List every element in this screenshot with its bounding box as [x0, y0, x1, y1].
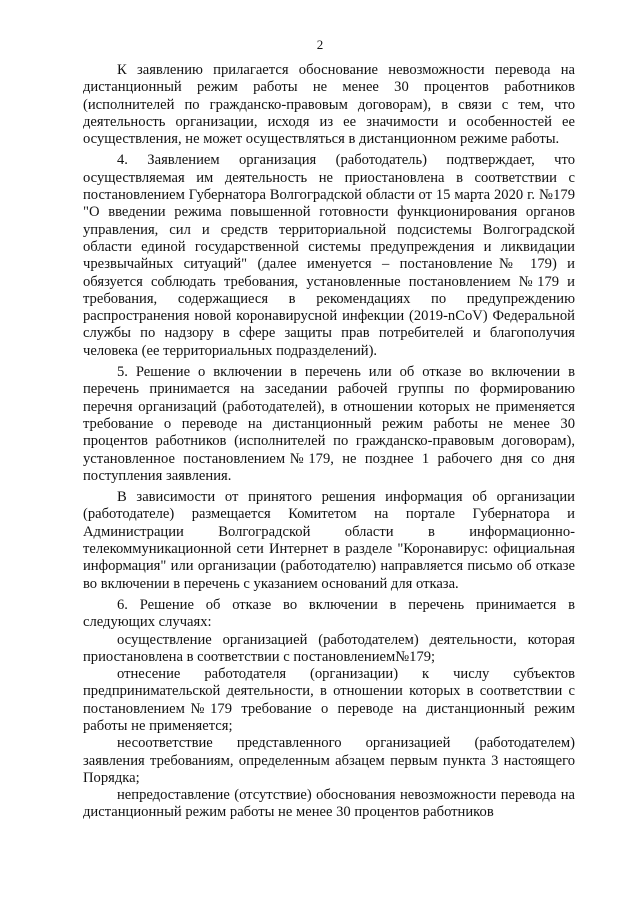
list-item-refusal-reason-1: осуществление организацией (работодателем) деятельности, которая приостановлена в соответствии с постановлением№179; [83, 631, 575, 665]
list-item-refusal-reason-2: отнесение работодателя (организации) к числу субъектов предпринимательской деятельности, в отношении которых в соответствии с постановлением№179 требование о переводе на дистанционный режим работы не применяется; [83, 666, 575, 734]
paragraph-justification-attachment: К заявлению прилагается обоснование невозможности перевода на дистанционный режим работы не менее 30 процентов работников (исполнителей по гражданско-правовым договорам), в связи с тем, что деятельность организации, исходя из ее значимости и особенностей ее осуществления, не может осуществляться в дистанционном режиме работы. [83, 62, 575, 148]
list-item-refusal-reason-4: непредоставление (отсутствие) обоснования невозможности перевода на дистанционный режим работы не менее 30 процентов работников [83, 787, 575, 821]
list-item-refusal-reason-3: несоответствие представленного организацией (работодателем) заявления требованиям, определенным абзацем первым пункта 3 настоящего Порядка; [83, 735, 575, 786]
document-body [83, 62, 575, 822]
paragraph-item-4: 4. Заявлением организация (работодатель) подтверждает, что осуществляемая им деятельность не приостановлена в соответствии с постановлением Губернатора Волгоградской области от 15 марта 2020 г. №179 "О введении режима повышенной готовности функционирования органов управления, сил и средств территориальной подсистемы Волгоградской области единой государственной системы предупреждения и ликвидации чрезвычайных ситуаций" (далее именуется – постановление№ 179) и обязуется соблюдать требования, установленные постановлением №179 и требования, содержащиеся в рекомендациях по предупреждению распространения новой коронавирусной инфекции (2019-nCoV) Федеральной службы по надзору в сфере защиты прав потребителей и благополучия человека (ее территориальных подразделений). [83, 152, 575, 359]
paragraph-item-5: 5. Решение о включении в перечень или об отказе во включении в перечень принимается на заседании рабочей группы по формированию перечня организаций (работодателей), в отношении которых не применяется требование о переводе на дистанционный режим работы не менее 30 процентов работников (исполнителей по гражданско-правовым договорам), установленное постановлением№179, не позднее 1 рабочего дня со дня поступления заявления. [83, 364, 575, 484]
paragraph-item-6: 6. Решение об отказе во включении в перечень принимается в следующих случаях: [83, 596, 575, 631]
page-number: 2 [316, 37, 324, 52]
paragraph-decision-publication: В зависимости от принятого решения информация об организации (работодателе) размещается Комитетом на портале Губернатора и Администрации Волгоградской области в информационно-телекоммуникационной сети Интернет в разделе "Коронавирус: официальная информация" или организации (работодателю) направляется письмо об отказе во включении в перечень с указанием оснований для отказа. [83, 489, 575, 592]
